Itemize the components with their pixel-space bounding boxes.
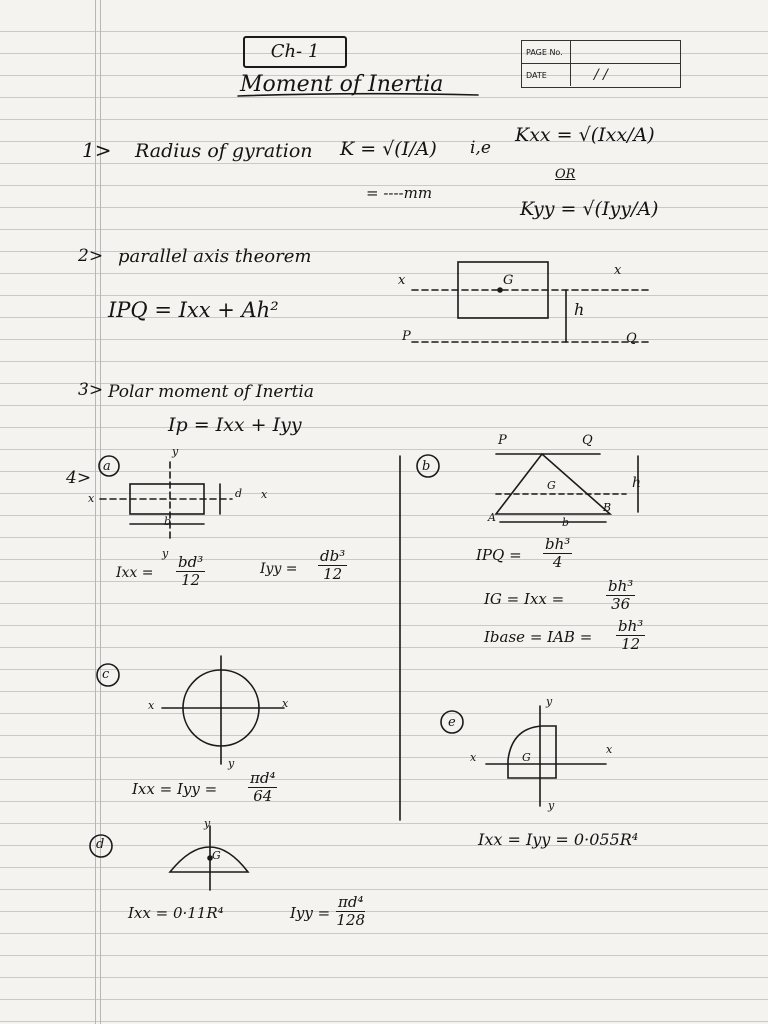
s4e-quarter-circle [508, 726, 556, 778]
s4b-ig: IG = Ixx = [484, 590, 565, 608]
s4e-tag: e [448, 715, 456, 730]
date-label: DATE [526, 71, 547, 80]
s4b-label-a: A [488, 511, 496, 524]
section2-heading: parallel axis theorem [118, 246, 312, 267]
s4e-label-y-bottom: y [548, 799, 555, 812]
s4d-label-y: y [204, 817, 211, 830]
section1-kxx: Kxx = √(Ixx/A) [515, 124, 655, 146]
page-no-row [522, 41, 680, 64]
section4-number: 4> [66, 468, 92, 488]
s4c-formula: Ixx = Iyy = [132, 780, 218, 798]
page-title: Moment of Inertia [240, 72, 444, 97]
section3-heading: Polar moment of Inertia [108, 382, 314, 402]
s4b-label-q: Q [582, 433, 593, 448]
s4b-tag: b [422, 459, 431, 474]
s4b-ig-fraction: $\frac{\text{bh³}}{36}$ [608, 577, 634, 613]
s4e-label-g: G [522, 751, 531, 764]
s4a-ixx: Ixx = [116, 565, 154, 581]
s4a-label-b: b [164, 515, 172, 528]
section1-formula-k: K = √(I/A) [340, 138, 437, 160]
s4e-label-y-top: y [546, 695, 553, 708]
s4b-label-p: P [498, 433, 507, 448]
s4c-label-x-right: x [282, 697, 289, 710]
section3-formula: Ip = Ixx + Iyy [168, 414, 302, 436]
s4c-tag: c [102, 667, 110, 682]
s4b-label-B: B [603, 501, 612, 514]
s4a-rectangle [130, 484, 204, 514]
s4e-label-x-right: x [606, 743, 613, 756]
s2-centroid [498, 288, 502, 292]
s4c-label-x-left: x [148, 699, 155, 712]
s4a-iyy-fraction: $\frac{\text{db³}}{12}$ [320, 547, 346, 583]
chapter-box: Ch- 1 [243, 36, 347, 68]
section1-number: 1> [82, 138, 112, 162]
section1-units: = ----mm [366, 184, 433, 202]
s4d-tag: d [96, 837, 105, 852]
s2-label-g: G [503, 273, 514, 288]
s4b-ibase: Ibase = IAB = [484, 628, 593, 646]
date-row [522, 64, 680, 86]
section1-heading: Radius of gyration [135, 140, 313, 162]
s4b-label-g: G [547, 479, 556, 492]
s4b-ibase-fraction: $\frac{\text{bh³}}{12}$ [618, 617, 644, 653]
s4a-label-d: d [235, 487, 243, 500]
s2-label-h: h [574, 300, 585, 319]
s4a-ixx-fraction: $\frac{\text{bd³}}{12}$ [178, 553, 204, 589]
section1-kyy: Kyy = √(Iyy/A) [520, 198, 659, 220]
page-no-label: PAGE No. [526, 48, 563, 57]
s4d-semicircle [170, 847, 248, 872]
s4e-formula: Ixx = Iyy = 0·055R⁴ [478, 830, 639, 849]
s4a-label-y-bottom: y [162, 547, 169, 560]
s4c-fraction: $\frac{\text{πd⁴}}{64}$ [250, 769, 276, 805]
section1-ie: i,e [470, 138, 491, 158]
s4d-iyy: Iyy = [290, 904, 331, 922]
s4b-label-b: b [562, 516, 570, 529]
s4c-label-y: y [228, 757, 235, 770]
section2-number: 2> [78, 246, 104, 266]
s4e-label-x-left: x [470, 751, 477, 764]
s2-label-x-right: x [614, 263, 622, 278]
s2-rectangle [458, 262, 548, 318]
s4a-tag: a [103, 459, 111, 474]
s2-label-x-left: x [398, 273, 406, 288]
section3-number: 3> [78, 380, 104, 400]
date-value: / / [594, 67, 608, 83]
s4b-ipq: IPQ = [476, 546, 522, 564]
page-info-box [521, 40, 681, 88]
s4a-label-x-right: x [261, 488, 268, 501]
s4c-circle [183, 670, 259, 746]
s4a-label-y: y [172, 445, 179, 458]
s2-label-q: Q [626, 331, 637, 346]
s4d-formula: Ixx = 0·11R⁴ [128, 904, 224, 922]
s4b-label-h: h [632, 475, 642, 491]
s2-label-p: P [402, 329, 411, 344]
s4b-ipq-fraction: $\frac{\text{bh³}}{4}$ [545, 535, 571, 571]
section2-formula: IPQ = Ixx + Ah² [108, 298, 279, 322]
s4d-iyy-fraction: $\frac{\text{πd⁴}}{128}$ [336, 893, 366, 929]
s4a-label-x-left: x [88, 492, 95, 505]
s4a-iyy: Iyy = [260, 561, 298, 577]
s4d-label-g: G [212, 849, 221, 862]
section1-or: OR [555, 167, 576, 182]
